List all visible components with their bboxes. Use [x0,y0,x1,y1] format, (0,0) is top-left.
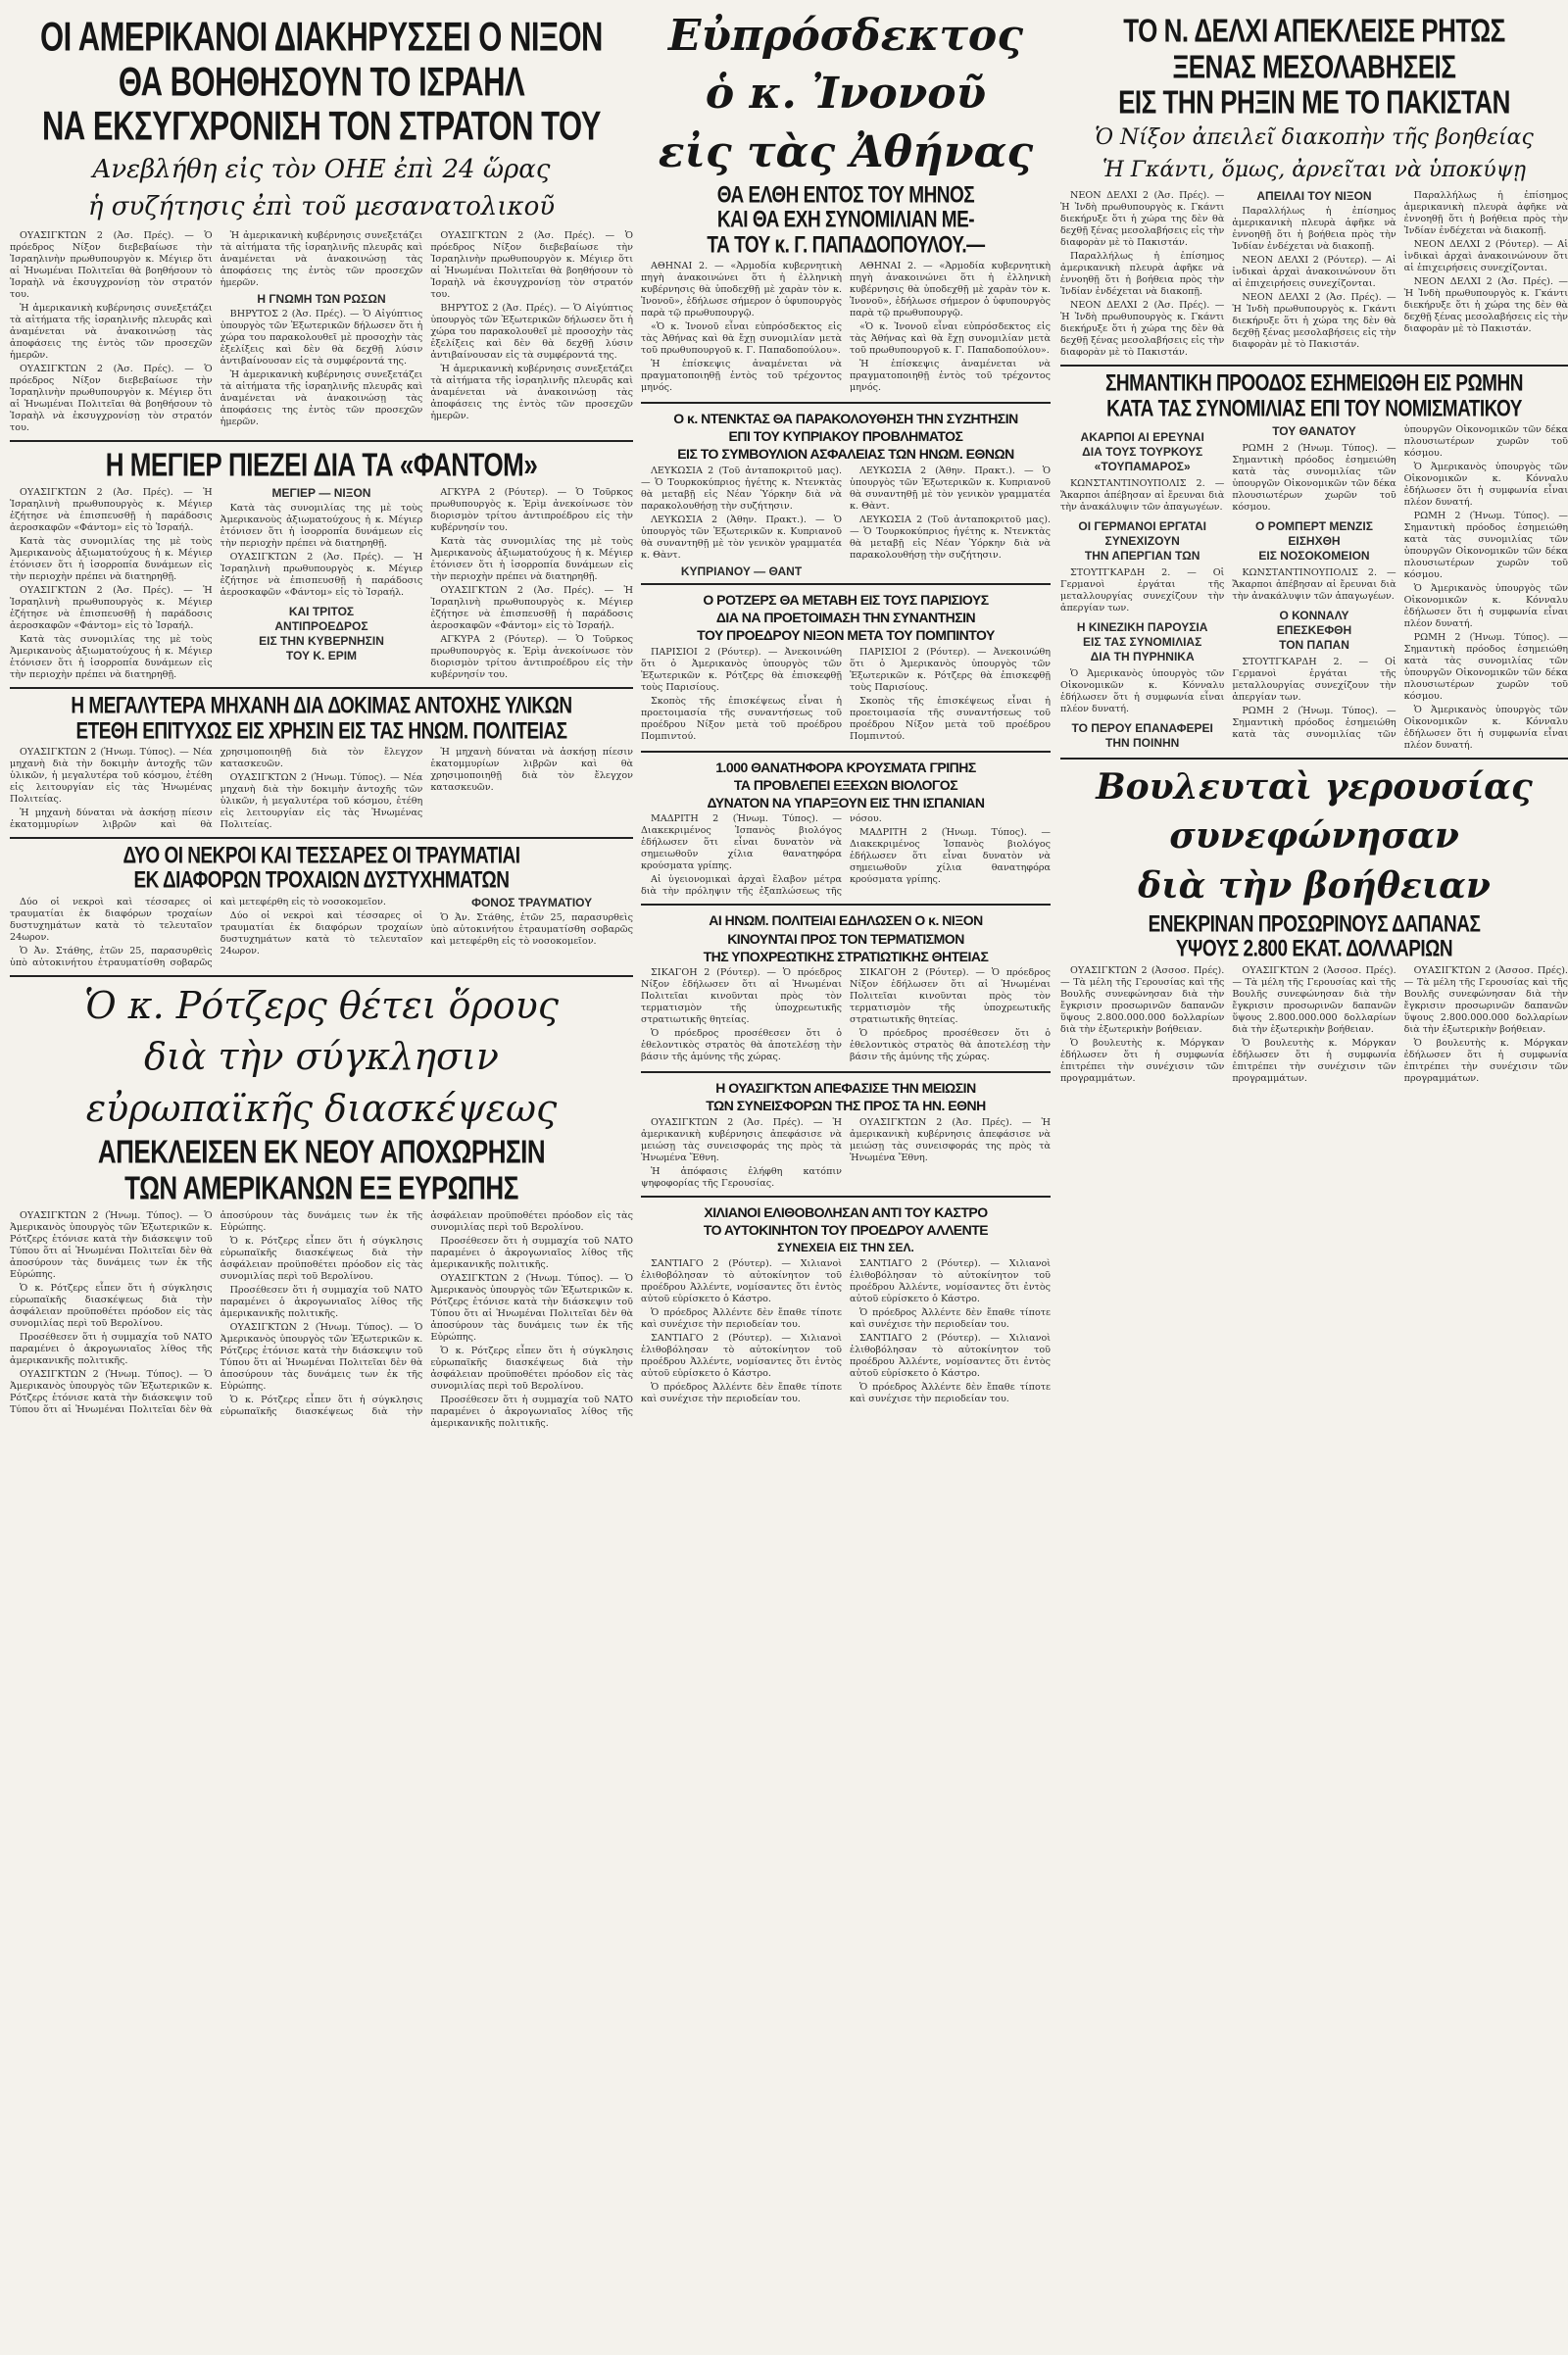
article-rogers-conference [10,985,633,1437]
paragraph: ΛΕΥΚΩΣΙΑ 2 (Τοῦ ἀνταποκριτοῦ μας). — Ὁ Τουρκοκύπριος ἡγέτης κ. Ντενκτὰς θὰ μεταβῇ εἰς Νέαν Ὑόρκην διὰ νὰ παρακολουθήσῃ τὴν συζήτησιν. [641,465,842,512]
headline-line: ΚΙΝΟΥΝΤΑΙ ΠΡΟΣ ΤΟΝ ΤΕΡΜΑΤΙΣΜΟΝ [727,930,964,947]
headline-line: ΝΑ ΕΚΣΥΓΧΡΟΝΙΣΗ ΤΟΝ ΣΤΡΑΤΟΝ ΤΟΥ [42,102,601,150]
article-senate-aid [1060,767,1568,1093]
paragraph: Ἡ ἐπίσκεψις ἀναμένεται νὰ πραγματοποιηθῇ ἐντὸς τοῦ τρέχοντος μηνός. [641,358,842,393]
paragraph: Κατὰ τὰς συνομιλίας της μὲ τοὺς Ἀμερικανοὺς ἀξιωματούχους ἡ κ. Μέγιερ ἐτόνισεν ὅτι ἡ ἰσορροπία δυνάμεων εἰς τὴν περιοχὴν πρέπει νὰ διατηρηθῇ. [430,536,633,583]
paragraph: ΝΕΟΝ ΔΕΛΧΙ 2 (Ρόυτερ). — Αἱ ἰνδικαὶ ἀρχαὶ ἀνακοινώνουν ὅτι αἱ ἐπιχειρήσεις συνεχίζονται. [1232,255,1396,290]
headline-line: ΤΟ ΑΥΤΟΚΙΝΗΤΟΝ ΤΟΥ ΠΡΟΕΔΡΟΥ ΑΛΛΕΝΤΕ [703,1221,989,1238]
paragraph: Προσέθεσεν ὅτι ἡ συμμαχία τοῦ ΝΑΤΟ παραμένει ὁ ἀκρογωνιαῖος λίθος τῆς ἀμερικανικῆς πολιτικῆς. [430,1395,633,1430]
paragraph: ΑΓΚΥΡΑ 2 (Ρόυτερ). — Ὁ Τοῦρκος πρωθυπουργὸς κ. Ἐρὶμ ἀνεκοίνωσε τὸν διορισμὸν τρίτου ἀντιπροέδρου εἰς τὴν κυβέρνησίν του. [430,634,633,681]
paragraph: ΣΑΝΤΙΑΓΟ 2 (Ρόυτερ). — Χιλιανοὶ ἐλιθοβόλησαν τὸ αὐτοκίνητον τοῦ προέδρου Ἀλλέντε, νομίσαντες ὅτι ἐντὸς αὐτοῦ εὑρίσκετο ὁ Κάστρο. [850,1258,1051,1305]
side-headline-line: ΕΙΣ ΤΗΝ ΚΥΒΕΡΝΗΣΙΝ [259,634,384,649]
headline-line: ΤΩΝ ΑΜΕΡΙΚΑΝΩΝ ΕΞ ΕΥΡΩΠΗΣ [124,1168,518,1207]
article-nixon-israel [10,13,633,442]
headline-line: ΟΙ ΑΜΕΡΙΚΑΝΟΙ ΔΙΑΚΗΡΥΣΣΕΙ Ο ΝΙΞΟΝ [40,13,603,61]
headline-line: Ο κ. ΝΤΕΝΚΤΑΣ ΘΑ ΠΑΡΑΚΟΛΟΥΘΗΣΗ ΤΗΝ ΣΥΖΗΤΗΣΙΝ [673,410,1018,426]
side-headline-line: ΤΟ ΠΕΡΟΥ ΕΠΑΝΑΦΕΡΕΙ [1071,720,1213,735]
paragraph: ΣΑΝΤΙΑΓΟ 2 (Ρόυτερ). — Χιλιανοὶ ἐλιθοβόλησαν τὸ αὐτοκίνητον τοῦ προέδρου Ἀλλέντε, νομίσαντες ὅτι ἐντὸς αὐτοῦ εὑρίσκετο ὁ Κάστρο. [850,1333,1051,1380]
section-kicker: ΚΥΠΡΙΑΝΟΥ — ΘΑΝΤ [680,564,803,578]
headline-line: ΑΙ ΗΝΩΜ. ΠΟΛΙΤΕΙΑΙ ΕΔΗΛΩΣΕΝ Ο κ. ΝΙΞΟΝ [709,912,983,929]
article-traffic-accidents [10,843,633,977]
paragraph: Κατὰ τὰς συνομιλίας της μὲ τοὺς Ἀμερικανοὺς ἀξιωματούχους ἡ κ. Μέγιερ ἐτόνισεν ὅτι ἡ ἰσορροπία δυνάμεων εἰς τὴν περιοχὴν πρέπει νὰ διατηρηθῇ. [220,503,423,550]
paragraph: «Ὁ κ. Ἰνονοῦ εἶναι εὐπρόσδεκτος εἰς τὰς Ἀθήνας καὶ θὰ ἔχῃ συνομιλίαν μετὰ τοῦ πρωθυπουργοῦ κ. Γ. Παπαδοπούλου». [641,320,842,356]
paragraph: Παραλλήλως ἡ ἐπίσημος ἀμερικανικὴ πλευρὰ ἀφῆκε νὰ ἐννοηθῇ ὅτι ἡ βοήθεια πρὸς τὴν Ἰνδίαν ἐνδέχεται νὰ διακοπῇ. [1232,206,1396,253]
headline-line: ΕΠΙ ΤΟΥ ΚΥΠΡΙΑΚΟΥ ΠΡΟΒΛΗΜΑΤΟΣ [728,428,963,445]
side-headline-line: ΤΟΥ Κ. ΕΡΙΜ [285,649,358,663]
paragraph: ΟΥΑΣΙΓΚΤΩΝ 2 (Ἀσ. Πρές). — Ἡ Ἰσραηλινὴ πρωθυπουργὸς κ. Μέγιερ ἐζήτησε νὰ ἐπισπευσθῇ ἡ παράδοσις ἀεροσκαφῶν «Φάντομ» εἰς τὸ Ἰσραήλ. [10,585,213,632]
side-headline-line: ΟΙ ΓΕΡΜΑΝΟΙ ΕΡΓΑΤΑΙ [1078,518,1206,533]
side-headline [220,605,423,663]
article-body [10,897,633,969]
side-headline-line: «ΤΟΥΠΑΜΑΡΟΣ» [1094,459,1191,473]
paragraph: ΝΕΟΝ ΔΕΛΧΙ 2 (Ἀσ. Πρές). — Ἡ Ἰνδὴ πρωθυπουργὸς κ. Γκάντι διεκήρυξε ὅτι ἡ χώρα της δὲν θὰ δεχθῇ ξένας μεσολαβήσεις εἰς τὴν διαφορὰν μὲ τὸ Πακιστάν. [1060,190,1225,249]
left-column [10,8,633,1444]
article-rome-monetary [1060,370,1568,760]
paragraph: ΚΩΝΣΤΑΝΤΙΝΟΥΠΟΛΙΣ 2. — Ἄκαρποι ἀπέβησαν αἱ ἔρευναι διὰ τὴν ἀνακάλυψιν τῶν ἀπαγωγέων. [1060,477,1225,513]
headline-line: ΔΥΟ ΟΙ ΝΕΚΡΟΙ ΚΑΙ ΤΕΣΣΑΡΕΣ ΟΙ ΤΡΑΥΜΑΤΙΑΙ [122,843,520,869]
headline-line: ΣΗΜΑΝΤΙΚΗ ΠΡΟΟΔΟΣ ΕΣΗΜΕΙΩΘΗ ΕΙΣ ΡΩΜΗΝ [1105,370,1523,397]
paragraph: Ὁ Ἀν. Στάθης, ἐτῶν 25, παρασυρθεὶς ὑπὸ αὐτοκινήτου ἐτραυματίσθη σοβαρῶς καὶ μετεφέρθη εἰς τὸ νοσοκομεῖον. [430,911,633,947]
paragraph: ΜΑΔΡΙΤΗ 2 (Ἡνωμ. Τύπος). — Διακεκριμένος Ἱσπανὸς βιολόγος ἐδήλωσεν ὅτι εἶναι δυνατὸν νὰ σημειωθοῦν χίλια θανατηφόρα κρούσματα γρίπης. [850,827,1051,886]
paragraph: Ὁ Ἀμερικανὸς ὑπουργὸς τῶν Οἰκονομικῶν κ. Κόνναλυ ἐδήλωσεν ὅτι ἡ συμφωνία εἶναι πλέον δυνατή. [1403,704,1568,751]
article-body [1060,965,1568,1087]
paragraph: Ὁ πρόεδρος προσέθεσεν ὅτι ὁ ἐθελοντικὸς στρατὸς θὰ ἀποτελέσῃ τὴν βάσιν τῆς ἀμύνης τῆς χώρας. [850,1028,1051,1063]
title-line: διὰ τὴν σύγκλησιν [144,1035,499,1079]
paragraph: ΟΥΑΣΙΓΚΤΩΝ 2 (Ἡνωμ. Τύπος). — Νέα μηχανὴ διὰ τὴν δοκιμὴν ἀντοχῆς τῶν ὑλικῶν, ἡ μεγαλυτέρα τοῦ κόσμου, ἐτέθη εἰς λειτουργίαν εἰς τὰς Ἡνωμένας Πολιτείας. [220,771,423,830]
paragraph: Ὁ πρόεδρος Ἀλλέντε δὲν ἔπαθε τίποτε καὶ συνέχισε τὴν περιοδείαν του. [641,1382,842,1405]
paragraph: Ἡ ἐπίσκεψις ἀναμένεται νὰ πραγματοποιηθῇ ἐντὸς τοῦ τρέχοντος μηνός. [850,358,1051,393]
paragraph: Ἡ μηχανὴ δύναται νὰ ἀσκήσῃ πίεσιν ἑκατομμυρίων λιβρῶν καὶ θὰ χρησιμοποιηθῇ διὰ τὸν ἔλεγχον κατασκευῶν. [10,746,423,830]
article-flu-spain [641,760,1051,907]
side-headline-line: Ο ΡΟΜΠΕΡΤ ΜΕΝΖΙΣ [1255,518,1373,533]
paragraph: ΜΑΔΡΙΤΗ 2 (Ἡνωμ. Τύπος). — Διακεκριμένος Ἱσπανὸς βιολόγος ἐδήλωσεν ὅτι εἶναι δυνατὸν νὰ σημειωθοῦν χίλια θανατηφόρα κρούσματα γρίπης. [641,813,842,872]
paragraph: Παραλλήλως ἡ ἐπίσημος ἀμερικανικὴ πλευρὰ ἀφῆκε νὰ ἐννοηθῇ ὅτι ἡ βοήθεια πρὸς τὴν Ἰνδίαν ἐνδέχεται νὰ διακοπῇ. [1403,190,1568,237]
paragraph: ΟΥΑΣΙΓΚΤΩΝ 2 (Ἡνωμ. Τύπος). — Ὁ Ἀμερικανὸς ὑπουργὸς τῶν Ἐξωτερικῶν κ. Ρότζερς ἐτόνισε κατὰ τὴν διάσκεψιν τοῦ Τύπου ὅτι αἱ Ἡνωμέναι Πολιτεῖαι δὲν θὰ ἀποσύρουν τὰς δυνάμεις των ἐκ τῆς Εὐρώπης. [220,1322,423,1393]
paragraph: ΟΥΑΣΙΓΚΤΩΝ 2 (Ἀσσοσ. Πρές). — Τὰ μέλη τῆς Γερουσίας καὶ τῆς Βουλῆς συνεφώνησαν διὰ τὴν ἔγκρισιν προσωρινῶν δαπανῶν ὕψους 2.800.000.000 δολλαρίων διὰ τὴν ἐξωτερικὴν βοήθειαν. [1232,964,1396,1035]
paragraph: Ἡ ἀμερικανικὴ κυβέρνησις συνεξετάζει τὰ αἰτήματα τῆς ἰσραηλινῆς πλευρᾶς καὶ ἀναμένεται νὰ ἀνακοινώσῃ τὰς ἀποφάσεις της ἐντὸς τῶν προσεχῶν ἡμερῶν. [220,368,423,427]
paragraph: Ὁ πρόεδρος Ἀλλέντε δὲν ἔπαθε τίποτε καὶ συνέχισε τὴν περιοδείαν του. [850,1307,1051,1331]
side-headline-line: ΑΝΤΙΠΡΟΕΔΡΟΣ [274,619,368,634]
article-body [10,747,633,831]
paragraph: ΟΥΑΣΙΓΚΤΩΝ 2 (Ἀσ. Πρές). — Ἡ Ἰσραηλινὴ πρωθυπουργὸς κ. Μέγιερ ἐζήτησε νὰ ἐπισπευσθῇ ἡ παράδοσις ἀεροσκαφῶν «Φάντομ» εἰς τὸ Ἰσραήλ. [10,487,213,534]
paragraph: ΟΥΑΣΙΓΚΤΩΝ 2 (Ἡνωμ. Τύπος). — Ὁ Ἀμερικανὸς ὑπουργὸς τῶν Ἐξωτερικῶν κ. Ρότζερς ἐτόνισε κατὰ τὴν διάσκεψιν τοῦ Τύπου ὅτι αἱ Ἡνωμέναι Πολιτεῖαι δὲν θὰ ἀποσύρουν τὰς δυνάμεις των ἐκ τῆς Εὐρώπης. [10,1210,423,1416]
paragraph: Ὁ Ἀμερικανὸς ὑπουργὸς τῶν Οἰκονομικῶν κ. Κόνναλυ ἐδήλωσεν ὅτι ἡ συμφωνία εἶναι πλέον δυνατή. [1403,582,1568,629]
article-test-machine [10,693,633,839]
subheadline: ἡ συζήτησις ἐπὶ τοῦ μεσανατολικοῦ [87,191,556,221]
headline-line: ΤΩΝ ΣΥΝΕΙΣΦΟΡΩΝ ΤΗΣ ΠΡΟΣ ΤΑ ΗΝ. ΕΘΝΗ [706,1098,986,1114]
article-body [641,261,1051,396]
article-body [641,967,1051,1065]
paragraph: ΡΩΜΗ 2 (Ἡνωμ. Τύπος). — Σημαντικὴ πρόοδος ἐσημειώθη κατὰ τὰς συνομιλίας τῶν ὑπουργῶν Οἰκονομικῶν τῶν δέκα πλουσιωτέρων χωρῶν τοῦ κόσμου. [1232,442,1396,513]
side-headline [1060,430,1224,474]
paragraph: Ἡ ἀμερικανικὴ κυβέρνησις συνεξετάζει τὰ αἰτήματα τῆς ἰσραηλινῆς πλευρᾶς καὶ ἀναμένεται νὰ ἀνακοινώσῃ τὰς ἀποφάσεις της ἐντὸς τῶν προσεχῶν ἡμερῶν. [430,363,633,421]
paragraph: Ὁ Ἀν. Στάθης, ἐτῶν 25, παρασυρθεὶς ὑπὸ αὐτοκινήτου ἐτραυματίσθη σοβαρῶς καὶ μετεφέρθη εἰς τὸ νοσοκομεῖον. [10,896,386,968]
paragraph: ΟΥΑΣΙΓΚΤΩΝ 2 (Ἀσ. Πρές). — Ἡ ἀμερικανικὴ κυβέρνησις ἀπεφάσισε νὰ μειώσῃ τὰς συνεισφοράς της πρὸς τὰ Ἡνωμένα Ἔθνη. [641,1116,842,1163]
paragraph: ΑΓΚΥΡΑ 2 (Ρόυτερ). — Ὁ Τοῦρκος πρωθυπουργὸς κ. Ἐρὶμ ἀνεκοίνωσε τὸν διορισμὸν τρίτου ἀντιπροέδρου εἰς τὴν κυβέρνησίν του. [430,487,633,534]
section-kicker: ΜΕΓΙΕΡ — ΝΙΞΟΝ [271,486,371,501]
paragraph: Ὁ Ἀμερικανὸς ὑπουργὸς τῶν Οἰκονομικῶν κ. Κόνναλυ ἐδήλωσεν ὅτι ἡ συμφωνία εἶναι πλέον δυνατή. [1403,461,1568,508]
headline-line: ΞΕΝΑΣ ΜΕΣΟΛΑΒΗΣΕΙΣ [1172,46,1456,85]
paragraph: Ὁ Ἀμερικανὸς ὑπουργὸς τῶν Οἰκονομικῶν κ. Κόνναλυ ἐδήλωσεν ὅτι ἡ συμφωνία εἶναι πλέον δυνατή. [1060,667,1225,714]
middle-column [641,8,1051,1421]
paragraph: Ὁ κ. Ρότζερς εἶπεν ὅτι ἡ σύγκλησις εὐρωπαϊκῆς διασκέψεως διὰ τὴν ἀσφάλειαν προϋποθέτει πρόοδον εἰς τὰς συνομιλίας περὶ τοῦ Βερολίνου. [220,1210,633,1418]
paragraph: ΟΥΑΣΙΓΚΤΩΝ 2 (Ἡνωμ. Τύπος). — Ὁ Ἀμερικανὸς ὑπουργὸς τῶν Ἐξωτερικῶν κ. Ρότζερς ἐτόνισε κατὰ τὴν διάσκεψιν τοῦ Τύπου ὅτι αἱ Ἡνωμέναι Πολιτεῖαι δὲν θὰ ἀποσύρουν τὰς δυνάμεις των ἐκ τῆς Εὐρώπης. [430,1273,633,1344]
side-headline-line: ΕΙΣ ΝΟΣΟΚΟΜΕΙΟΝ [1258,548,1370,563]
paragraph: ΝΕΟΝ ΔΕΛΧΙ 2 (Ἀσ. Πρές). — Ἡ Ἰνδὴ πρωθυπουργὸς κ. Γκάντι διεκήρυξε ὅτι ἡ χώρα της δὲν θὰ δεχθῇ ξένας μεσολαβήσεις εἰς τὴν διαφορὰν μὲ τὸ Πακιστάν. [1232,292,1396,351]
paragraph: ΠΑΡΙΣΙΟΙ 2 (Ρόυτερ). — Ἀνεκοινώθη ὅτι ὁ Ἀμερικανὸς ὑπουργὸς τῶν Ἐξωτερικῶν κ. Ρότζερς θὰ ἐπισκεφθῇ τοὺς Παρισίους. [850,646,1051,693]
paragraph: Προσέθεσεν ὅτι ἡ συμμαχία τοῦ ΝΑΤΟ παραμένει ὁ ἀκρογωνιαῖος λίθος τῆς ἀμερικανικῆς πολιτικῆς. [430,1236,633,1271]
headline-line: ΤΑ ΠΡΟΒΛΕΠΕΙ ΕΞΕΧΩΝ ΒΙΟΛΟΓΟΣ [733,776,958,793]
subheadline: Ανεβλήθη εἰς τὸν ΟΗΕ ἐπὶ 24 ὥρας [92,154,551,184]
paragraph: Ἡ ἀμερικανικὴ κυβέρνησις συνεξετάζει τὰ αἰτήματα τῆς ἰσραηλινῆς πλευρᾶς καὶ ἀναμένεται νὰ ἀνακοινώσῃ τὰς ἀποφάσεις της ἐντὸς τῶν προσεχῶν ἡμερῶν. [220,229,423,288]
headline-line: ΔΥΝΑΤΟΝ ΝΑ ΥΠΑΡΞΟΥΝ ΕΙΣ ΤΗΝ ΙΣΠΑΝΙΑΝ [707,795,985,811]
headline-line: Η ΟΥΑΣΙΓΚΤΩΝ ΑΠΕΦΑΣΙΣΕ ΤΗΝ ΜΕΙΩΣΙΝ [715,1080,976,1097]
headline-line: Η ΜΕΓΙΕΡ ΠΙΕΖΕΙ ΔΙΑ ΤΑ «ΦΑΝΤΟΜ» [105,445,538,484]
paragraph: Προσέθεσεν ὅτι ἡ συμμαχία τοῦ ΝΑΤΟ παραμένει ὁ ἀκρογωνιαῖος λίθος τῆς ἀμερικανικῆς πολιτικῆς. [10,1332,213,1367]
side-headline-line: ΕΙΣ ΤΑΣ ΣΥΝΟΜΙΛΙΑΣ [1083,634,1202,649]
title-line: ὁ κ. Ἰνονοῦ [705,69,987,120]
paragraph: ΝΕΟΝ ΔΕΛΧΙ 2 (Ἀσ. Πρές). — Ἡ Ἰνδὴ πρωθυπουργὸς κ. Γκάντι διεκήρυξε ὅτι ἡ χώρα της δὲν θὰ δεχθῇ ξένας μεσολαβήσεις εἰς τὴν διαφορὰν μὲ τὸ Πακιστάν. [1403,276,1568,335]
paragraph: ΣΑΝΤΙΑΓΟ 2 (Ρόυτερ). — Χιλιανοὶ ἐλιθοβόλησαν τὸ αὐτοκίνητον τοῦ προέδρου Ἀλλέντε, νομίσαντες ὅτι ἐντὸς αὐτοῦ εὑρίσκετο ὁ Κάστρο. [641,1258,842,1305]
title-line: εὐρωπαϊκῆς διασκέψεως [85,1086,558,1130]
paragraph: Σκοπὸς τῆς ἐπισκέψεως εἶναι ἡ προετοιμασία τῆς συναντήσεως τοῦ προέδρου Νίξον μετὰ τοῦ προέδρου Πομπιντού. [850,695,1051,742]
article-allende-car [641,1205,1051,1414]
paragraph: ΣΙΚΑΓΟΗ 2 (Ρόυτερ). — Ὁ πρόεδρος Νίξον ἐδήλωσεν ὅτι αἱ Ἡνωμέναι Πολιτεῖαι κινοῦνται πρὸς τὸν τερματισμὸν τῆς ὑποχρεωτικῆς στρατιωτικῆς θητείας. [641,967,842,1026]
section-kicker: ΦΟΝΟΣ ΤΡΑΥΜΑΤΙΟΥ [471,895,593,909]
article-body [10,487,633,681]
headline-line: 1.000 ΘΑΝΑΤΗΦΟΡΑ ΚΡΟΥΣΜΑΤΑ ΓΡΙΠΗΣ [715,759,976,775]
side-headline-line: ΔΙΑ ΤΟΥΣ ΤΟΥΡΚΟΥΣ [1082,444,1203,459]
headline-line: Η ΜΕΓΑΛΥΤΕΡΑ ΜΗΧΑΝΗ ΔΙΑ ΔΟΚΙΜΑΣ ΑΝΤΟΧΗΣ ΥΛΙΚΩΝ [71,693,572,719]
paragraph: Κατὰ τὰς συνομιλίας της μὲ τοὺς Ἀμερικανοὺς ἀξιωματούχους ἡ κ. Μέγιερ ἐτόνισεν ὅτι ἡ ἰσορροπία δυνάμεων εἰς τὴν περιοχὴν πρέπει νὰ διατηρηθῇ. [10,634,213,681]
headline-line: ΧΙΛΙΑΝΟΙ ΕΛΙΘΟΒΟΛΗΣΑΝ ΑΝΤΙ ΤΟΥ ΚΑΣΤΡΟ [704,1203,988,1220]
paragraph: Ὁ κ. Ρότζερς εἶπεν ὅτι ἡ σύγκλησις εὐρωπαϊκῆς διασκέψεως διὰ τὴν ἀσφάλειαν προϋποθέτει πρόοδον εἰς τὰς συνομιλίας περὶ τοῦ Βερολίνου. [10,1283,213,1330]
paragraph: ΡΩΜΗ 2 (Ἡνωμ. Τύπος). — Σημαντικὴ πρόοδος ἐσημειώθη κατὰ τὰς συνομιλίας τῶν ὑπουργῶν Οἰκονομικῶν τῶν δέκα πλουσιωτέρων χωρῶν τοῦ κόσμου. [1403,510,1568,580]
side-headline-line: ΑΚΑΡΠΟΙ ΑΙ ΕΡΕΥΝΑΙ [1080,429,1204,444]
article-delhi-pakistan [1060,11,1568,367]
side-headline [1060,519,1224,564]
side-headline-line: ΤΟΥ ΘΑΝΑΤΟΥ [1272,423,1356,438]
subheadline: Ἡ Γκάντι, ὅμως, ἀρνεῖται νὰ ὑποκύψῃ [1102,157,1527,182]
side-headline [1232,519,1396,564]
paragraph: Ἡ μηχανὴ δύναται νὰ ἀσκήσῃ πίεσιν ἑκατομμυρίων λιβρῶν καὶ θὰ χρησιμοποιηθῇ διὰ τὸν ἔλεγχον κατασκευῶν. [430,746,633,793]
paragraph: ΟΥΑΣΙΓΚΤΩΝ 2 (Ἡνωμ. Τύπος). — Νέα μηχανὴ διὰ τὴν δοκιμὴν ἀντοχῆς τῶν ὑλικῶν, ἡ μεγαλυτέρα τοῦ κόσμου, ἐτέθη εἰς λειτουργίαν εἰς τὰς Ἡνωμένας Πολιτείας. [10,746,213,805]
paragraph: ΟΥΑΣΙΓΚΤΩΝ 2 (Ἀσ. Πρές). — Ὁ πρόεδρος Νίξον διεβεβαίωσε τὴν Ἰσραηλινὴν πρωθυπουργὸν κ. Μέγιερ ὅτι αἱ Ἡνωμέναι Πολιτεῖαι θὰ βοηθήσουν τὸ Ἰσραὴλ νὰ ἐκσυγχρονίσῃ τὸν στρατόν του. [10,363,213,433]
paragraph: Ὁ κ. Ρότζερς εἶπεν ὅτι ἡ σύγκλησις εὐρωπαϊκῆς διασκέψεως διὰ τὴν ἀσφάλειαν προϋποθέτει πρόοδον εἰς τὰς συνομιλίας περὶ τοῦ Βερολίνου. [430,1346,633,1393]
headline-line: ΑΠΕΚΛΕΙΣΕΝ ΕΚ ΝΕΟΥ ΑΠΟΧΩΡΗΣΙΝ [97,1132,546,1171]
paragraph: Δύο οἱ νεκροὶ καὶ τέσσαρες οἱ τραυματίαι ἐκ διαφόρων τροχαίων δυστυχημάτων κατὰ τὸ τελευταῖον 24ωρον. [10,896,213,943]
paragraph: Ἡ ἀπόφασις ἐλήφθη κατόπιν ψηφοφορίας τῆς Γερουσίας. [641,1165,842,1189]
headline-line: ΕΙΣ ΤΟ ΣΥΜΒΟΥΛΙΟΝ ΑΣΦΑΛΕΙΑΣ ΤΩΝ ΗΝΩΜ. ΕΘΝΩΝ [677,446,1014,463]
paragraph: ΟΥΑΣΙΓΚΤΩΝ 2 (Ἀσ. Πρές). — Ὁ πρόεδρος Νίξον διεβεβαίωσε τὴν Ἰσραηλινὴν πρωθυπουργὸν κ. Μέγιερ ὅτι αἱ Ἡνωμέναι Πολιτεῖαι θὰ βοηθήσουν τὸ Ἰσραὴλ νὰ ἐκσυγχρονίσῃ τὸν στρατόν του. [10,229,213,300]
title-line: συνεφώνησαν [1169,815,1459,858]
headline-line: ΤΗΣ ΥΠΟΧΡΕΩΤΙΚΗΣ ΣΤΡΑΤΙΩΤΙΚΗΣ ΘΗΤΕΙΑΣ [703,948,989,964]
side-headline-line: Η ΚΙΝΕΖΙΚΗ ΠΑΡΟΥΣΙΑ [1076,619,1208,634]
paragraph: ΡΩΜΗ 2 (Ἡνωμ. Τύπος). — Σημαντικὴ πρόοδος ἐσημειώθη κατὰ τὰς συνομιλίας τῶν ὑπουργῶν Οἰκονομικῶν τῶν δέκα πλουσιωτέρων χωρῶν τοῦ κόσμου. [1232,423,1568,740]
paragraph: ΝΕΟΝ ΔΕΛΧΙ 2 (Ρόυτερ). — Αἱ ἰνδικαὶ ἀρχαὶ ἀνακοινώνουν ὅτι αἱ ἐπιχειρήσεις συνεχίζονται. [1403,239,1568,274]
article-body [641,813,1051,898]
paragraph: Ὁ πρόεδρος προσέθεσεν ὅτι ὁ ἐθελοντικὸς στρατὸς θὰ ἀποτελέσῃ τὴν βάσιν τῆς ἀμύνης τῆς χώρας. [641,1028,842,1063]
article-nixon-draft [641,913,1051,1073]
side-headline-line: ΚΑΙ ΤΡΙΤΟΣ [288,605,355,619]
paragraph: Ἡ ἀμερικανικὴ κυβέρνησις συνεξετάζει τὰ αἰτήματα τῆς ἰσραηλινῆς πλευρᾶς καὶ ἀναμένεται νὰ ἀνακοινώσῃ τὰς ἀποφάσεις της ἐντὸς τῶν προσεχῶν ἡμερῶν. [10,302,213,361]
paragraph: ΣΙΚΑΓΟΗ 2 (Ρόυτερ). — Ὁ πρόεδρος Νίξον ἐδήλωσεν ὅτι αἱ Ἡνωμέναι Πολιτεῖαι κινοῦνται πρὸς τὸν τερματισμὸν τῆς ὑποχρεωτικῆς στρατιωτικῆς θητείας. [850,967,1051,1026]
headline-line: ΘΑ ΒΟΗΘΗΣΟΥΝ ΤΟ ΙΣΡΑΗΛ [118,58,525,105]
side-headline [1060,620,1224,664]
article-inonu-athens [641,12,1051,404]
section-kicker: ΑΠΕΙΛΑΙ ΤΟΥ ΝΙΞΟΝ [1256,189,1372,204]
paragraph: Αἱ ὑγειονομικαὶ ἀρχαὶ ἔλαβον μέτρα διὰ τὴν πρόληψιν τῆς ἐξαπλώσεως τῆς νόσου. [641,813,882,898]
article-meir-phantom [10,445,633,690]
headline-line: ΤΑ ΤΟΥ κ. Γ. ΠΑΠΑΔΟΠΟΥΛΟΥ.— [707,231,985,259]
paragraph: Ὁ πρόεδρος Ἀλλέντε δὲν ἔπαθε τίποτε καὶ συνέχισε τὴν περιοδείαν του. [850,1382,1051,1405]
paragraph: ΣΑΝΤΙΑΓΟ 2 (Ρόυτερ). — Χιλιανοὶ ἐλιθοβόλησαν τὸ αὐτοκίνητον τοῦ προέδρου Ἀλλέντε, νομίσαντες ὅτι ἐντὸς αὐτοῦ εὑρίσκετο ὁ Κάστρο. [641,1333,842,1380]
article-body [641,1258,1051,1407]
paragraph: ΟΥΑΣΙΓΚΤΩΝ 2 (Ἀσ. Πρές). — Ἡ ἀμερικανικὴ κυβέρνησις ἀπεφάσισε νὰ μειώσῃ τὰς συνεισφοράς της πρὸς τὰ Ἡνωμένα Ἔθνη. [850,1116,1051,1163]
paragraph: ΑΘΗΝΑΙ 2. — «Ἀρμοδία κυβερνητικὴ πηγὴ ἀνακοινώνει ὅτι ἡ ἐλληνικὴ κυβέρνησις θὰ ὑποδεχθῇ μὲ χαρὰν τὸν κ. Ἰνονοῦ», ἐδήλωσε σήμερον ὁ ὑφυπουργὸς παρὰ τῷ πρωθυπουργῷ. [641,260,842,319]
paragraph: ΣΤΟΥΤΓΚΑΡΔΗ 2. — Οἱ Γερμανοὶ ἐργάται τῆς μεταλλουργίας συνεχίζουν τὴν ἀπεργίαν των. [1060,566,1225,613]
paragraph: ΠΑΡΙΣΙΟΙ 2 (Ρόυτερ). — Ἀνεκοινώθη ὅτι ὁ Ἀμερικανὸς ὑπουργὸς τῶν Ἐξωτερικῶν κ. Ρότζερς θὰ ἐπισκεφθῇ τοὺς Παρισίους. [641,646,842,693]
paragraph: Ὁ κ. Ρότζερς εἶπεν ὅτι ἡ σύγκλησις εὐρωπαϊκῆς διασκέψεως διὰ τὴν ἀσφάλειαν προϋποθέτει πρόοδον εἰς τὰς συνομιλίας περὶ τοῦ Βερολίνου. [220,1236,423,1283]
paragraph: ΝΕΟΝ ΔΕΛΧΙ 2 (Ἀσ. Πρές). — Ἡ Ἰνδὴ πρωθυπουργὸς κ. Γκάντι διεκήρυξε ὅτι ἡ χώρα της δὲν θὰ δεχθῇ ξένας μεσολαβήσεις εἰς τὴν διαφορὰν μὲ τὸ Πακιστάν. [1060,300,1225,359]
title-line: εἰς τὰς Ἀθήνας [658,126,1034,177]
article-body [641,1117,1051,1190]
side-headline-line: Ο ΚΟΝΝΑΛΥ [1279,608,1349,622]
section-kicker: ΣΥΝΕΧΕΙΑ ΕΙΣ ΤΗΝ ΣΕΛ. [777,1241,914,1255]
headline-line: ΤΟ Ν. ΔΕΛΧΙ ΑΠΕΚΛΕΙΣΕ ΡΗΤΩΣ [1123,11,1505,50]
paragraph: «Ὁ κ. Ἰνονοῦ εἶναι εὐπρόσδεκτος εἰς τὰς Ἀθήνας καὶ θὰ ἔχῃ συνομιλίαν μετὰ τοῦ πρωθυπουργοῦ κ. Γ. Παπαδοπούλου». [850,320,1051,356]
article-body [641,466,1051,577]
paragraph: ΒΗΡΥΤΟΣ 2 (Ἀσ. Πρές). — Ὁ Αἰγύπτιος ὑπουργὸς τῶν Ἐξωτερικῶν δήλωσεν ὅτι ἡ χώρα του παρακολουθεῖ μὲ προσοχὴν τὰς ἐξελίξεις καὶ δὲν θὰ δεχθῇ λύσιν ἀντιβαίνουσαν εἰς τὰ συμφέροντά της. [220,308,423,367]
side-headline-line: ΤΗΝ ΑΠΕΡΓΙΑΝ ΤΩΝ [1084,548,1200,563]
article-body [641,647,1051,745]
title-line: διὰ τὴν βοήθειαν [1138,864,1491,907]
paragraph: Παραλλήλως ἡ ἐπίσημος ἀμερικανικὴ πλευρὰ ἀφῆκε νὰ ἐννοηθῇ ὅτι ἡ βοήθεια πρὸς τὴν Ἰνδίαν ἐνδέχεται νὰ διακοπῇ. [1060,251,1225,298]
side-headline-line: ΕΠΕΣΚΕΦΘΗ [1276,622,1352,637]
side-headline [1232,609,1396,653]
article-body [10,230,633,434]
headline-line: ΕΝΕΚΡΙΝΑΝ ΠΡΟΣΩΡΙΝΟΥΣ ΔΑΠΑΝΑΣ [1148,911,1481,938]
paragraph: ΛΕΥΚΩΣΙΑ 2 (Ἀθην. Πρακτ.). — Ὁ ὑπουργὸς τῶν Ἐξωτερικῶν κ. Κυπριανοῦ θὰ συναντηθῇ μὲ τὸν γενικὸν γραμματέα κ. Θὰντ. [641,514,842,561]
paragraph: ΟΥΑΣΙΓΚΤΩΝ 2 (Ἡνωμ. Τύπος). — Ὁ Ἀμερικανὸς ὑπουργὸς τῶν Ἐξωτερικῶν κ. Ρότζερς ἐτόνισε κατὰ τὴν διάσκεψιν τοῦ Τύπου ὅτι αἱ Ἡνωμέναι Πολιτεῖαι δὲν θὰ ἀποσύρουν τὰς δυνάμεις των ἐκ τῆς Εὐρώπης. [10,1210,213,1281]
article-body [1060,190,1568,359]
right-column [1060,8,1568,1101]
headline-line: ΕΙΣ ΤΗΝ ΡΗΞΙΝ ΜΕ ΤΟ ΠΑΚΙΣΤΑΝ [1118,82,1510,122]
paragraph: ΟΥΑΣΙΓΚΤΩΝ 2 (Ἀσ. Πρές). — Ὁ πρόεδρος Νίξον διεβεβαίωσε τὴν Ἰσραηλινὴν πρωθυπουργὸν κ. Μέγιερ ὅτι αἱ Ἡνωμέναι Πολιτεῖαι θὰ βοηθήσουν τὸ Ἰσραὴλ νὰ ἐκσυγχρονίσῃ τὸν στρατόν του. [430,229,633,300]
article-un-contributions [641,1081,1051,1198]
headline-line: ΕΚ ΔΙΑΦΟΡΩΝ ΤΡΟΧΑΙΩΝ ΔΥΣΤΥΧΗΜΑΤΩΝ [133,867,510,894]
section-kicker: Η ΓΝΩΜΗ ΤΩΝ ΡΩΣΩΝ [257,291,386,306]
paragraph: ΟΥΑΣΙΓΚΤΩΝ 2 (Ἀσ. Πρές). — Ἡ Ἰσραηλινὴ πρωθυπουργὸς κ. Μέγιερ ἐζήτησε νὰ ἐπισπευσθῇ ἡ παράδοσις ἀεροσκαφῶν «Φάντομ» εἰς τὸ Ἰσραήλ. [430,585,633,632]
side-headline-line: ΤΗΝ ΠΟΙΝΗΝ [1105,735,1180,750]
paragraph: ΡΩΜΗ 2 (Ἡνωμ. Τύπος). — Σημαντικὴ πρόοδος ἐσημειώθη κατὰ τὰς συνομιλίας τῶν ὑπουργῶν Οἰκονομικῶν τῶν δέκα πλουσιωτέρων χωρῶν τοῦ κόσμου. [1403,631,1568,702]
title-line: Εὐπρόσδεκτος [667,11,1024,61]
headline-line: ΔΙΑ ΝΑ ΠΡΟΕΤΟΙΜΑΣΗ ΤΗΝ ΣΥΝΑΝΤΗΣΙΝ [715,609,976,625]
paragraph: ΟΥΑΣΙΓΚΤΩΝ 2 (Ἀσσοσ. Πρές). — Τὰ μέλη τῆς Γερουσίας καὶ τῆς Βουλῆς συνεφώνησαν διὰ τὴν ἔγκρισιν προσωρινῶν δαπανῶν ὕψους 2.800.000.000 δολλαρίων διὰ τὴν ἐξωτερικὴν βοήθειαν. [1060,964,1225,1035]
headline-line: ΚΑΤΑ ΤΑΣ ΣΥΝΟΜΙΛΙΑΣ ΕΠΙ ΤΟΥ ΝΟΜΙΣΜΑΤΙΚΟΥ [1106,395,1522,422]
paragraph: ΚΩΝΣΤΑΝΤΙΝΟΥΠΟΛΙΣ 2. — Ἄκαρποι ἀπέβησαν αἱ ἔρευναι διὰ τὴν ἀνακάλυψιν τῶν ἀπαγωγέων. [1232,566,1396,602]
headline-line: ΤΟΥ ΠΡΟΕΔΡΟΥ ΝΙΞΟΝ ΜΕΤΑ ΤΟΥ ΠΟΜΠΙΝΤΟΥ [697,627,995,644]
side-headline-line: ΔΙΑ ΤΗ ΠΥΡΗΝΙΚΑ [1090,649,1195,663]
paragraph: Σκοπὸς τῆς ἐπισκέψεως εἶναι ἡ προετοιμασία τῆς συναντήσεως τοῦ προέδρου Νίξον μετὰ τοῦ προέδρου Πομπιντού. [641,695,842,742]
side-headline-line: ΣΥΝΕΧΙΖΟΥΝ [1104,533,1180,548]
title-line: Ὁ κ. Ρότζερς θέτει ὅρους [83,983,560,1027]
paragraph: Ὁ βουλευτὴς κ. Μόργκαν ἐδήλωσεν ὅτι ἡ συμφωνία ἐπιτρέπει τὴν συνέχισιν τῶν προγραμμάτων. [1403,1037,1568,1084]
article-rogers-paris [641,593,1051,753]
title-line: Βουλευταὶ γερουσίας [1096,765,1533,808]
headline-line: ΚΑΙ ΘΑ ΕΧΗ ΣΥΝΟΜΙΛΙΑΝ ΜΕ- [716,207,975,233]
paragraph: ΛΕΥΚΩΣΙΑ 2 (Τοῦ ἀνταποκριτοῦ μας). — Ὁ Τουρκοκύπριος ἡγέτης κ. Ντενκτὰς θὰ μεταβῇ εἰς Νέαν Ὑόρκην διὰ νὰ παρακολουθήσῃ τὴν συζήτησιν. [850,514,1051,561]
side-headline-line: ΕΙΣΗΧΘΗ [1288,533,1341,548]
paragraph: Κατὰ τὰς συνομιλίας της μὲ τοὺς Ἀμερικανοὺς ἀξιωματούχους ἡ κ. Μέγιερ ἐτόνισεν ὅτι ἡ ἰσορροπία δυνάμεων εἰς τὴν περιοχὴν πρέπει νὰ διατηρηθῇ. [10,536,213,583]
article-denktash-cyprus [641,412,1051,585]
paragraph: ΣΤΟΥΤΓΚΑΡΔΗ 2. — Οἱ Γερμανοὶ ἐργάται τῆς μεταλλουργίας συνεχίζουν τὴν ἀπεργίαν των. [1232,656,1396,703]
paragraph: Ὁ βουλευτὴς κ. Μόργκαν ἐδήλωσεν ὅτι ἡ συμφωνία ἐπιτρέπει τὴν συνέχισιν τῶν προγραμμάτων. [1232,1037,1396,1084]
headline-line: Ο ΡΟΤΖΕΡΣ ΘΑ ΜΕΤΑΒΗ ΕΙΣ ΤΟΥΣ ΠΑΡΙΣΙΟΥΣ [703,591,989,608]
paragraph: Προσέθεσεν ὅτι ἡ συμμαχία τοῦ ΝΑΤΟ παραμένει ὁ ἀκρογωνιαῖος λίθος τῆς ἀμερικανικῆς πολιτικῆς. [220,1285,423,1320]
paragraph: ΒΗΡΥΤΟΣ 2 (Ἀσ. Πρές). — Ὁ Αἰγύπτιος ὑπουργὸς τῶν Ἐξωτερικῶν δήλωσεν ὅτι ἡ χώρα του παρακολουθεῖ μὲ προσοχὴν τὰς ἐξελίξεις καὶ δὲν θὰ δεχθῇ λύσιν ἀντιβαίνουσαν εἰς τὰ συμφέροντά της. [430,302,633,361]
paragraph: Δύο οἱ νεκροὶ καὶ τέσσαρες οἱ τραυματίαι ἐκ διαφόρων τροχαίων δυστυχημάτων κατὰ τὸ τελευταῖον 24ωρον. [220,909,423,957]
headline-line: ΘΑ ΕΛΘΗ ΕΝΤΟΣ ΤΟΥ ΜΗΝΟΣ [716,182,975,209]
paragraph: ΛΕΥΚΩΣΙΑ 2 (Ἀθην. Πρακτ.). — Ὁ ὑπουργὸς τῶν Ἐξωτερικῶν κ. Κυπριανοῦ θὰ συναντηθῇ μὲ τὸν γενικὸν γραμματέα κ. Θὰντ. [850,465,1051,512]
paragraph: ΟΥΑΣΙΓΚΤΩΝ 2 (Ἀσ. Πρές). — Ἡ Ἰσραηλινὴ πρωθυπουργὸς κ. Μέγιερ ἐζήτησε νὰ ἐπισπευσθῇ ἡ παράδοσις ἀεροσκαφῶν «Φάντομ» εἰς τὸ Ἰσραήλ. [220,552,423,599]
article-body [10,1210,633,1430]
side-headline-line: ΤΟΝ ΠΑΠΑΝ [1279,637,1349,652]
headline-line: ΕΤΕΘΗ ΕΠΙΤΥΧΩΣ ΕΙΣ ΧΡΗΣΙΝ ΕΙΣ ΤΑΣ ΗΝΩΜ. ΠΟΛΙΤΕΙΑΣ [75,717,567,745]
paragraph: Ὁ βουλευτὴς κ. Μόργκαν ἐδήλωσεν ὅτι ἡ συμφωνία ἐπιτρέπει τὴν συνέχισιν τῶν προγραμμάτων. [1060,1037,1225,1084]
subheadline: Ὁ Νίξον ἀπειλεῖ διακοπὴν τῆς βοηθείας [1095,124,1534,150]
article-body [1060,424,1568,752]
headline-line: ΥΨΟΥΣ 2.800 ΕΚΑΤ. ΔΟΛΛΑΡΙΩΝ [1175,936,1453,962]
paragraph: ΟΥΑΣΙΓΚΤΩΝ 2 (Ἀσσοσ. Πρές). — Τὰ μέλη τῆς Γερουσίας καὶ τῆς Βουλῆς συνεφώνησαν διὰ τὴν ἔγκρισιν προσωρινῶν δαπανῶν ὕψους 2.800.000.000 δολλαρίων διὰ τὴν ἐξωτερικὴν βοήθειαν. [1403,964,1568,1035]
paragraph: Ὁ πρόεδρος Ἀλλέντε δὲν ἔπαθε τίποτε καὶ συνέχισε τὴν περιοδείαν του. [641,1307,842,1331]
paragraph: ΑΘΗΝΑΙ 2. — «Ἀρμοδία κυβερνητικὴ πηγὴ ἀνακοινώνει ὅτι ἡ ἐλληνικὴ κυβέρνησις θὰ ὑποδεχθῇ μὲ χαρὰν τὸν κ. Ἰνονοῦ», ἐδήλωσε σήμερον ὁ ὑφυπουργὸς παρὰ τῷ πρωθυπουργῷ. [850,260,1051,319]
